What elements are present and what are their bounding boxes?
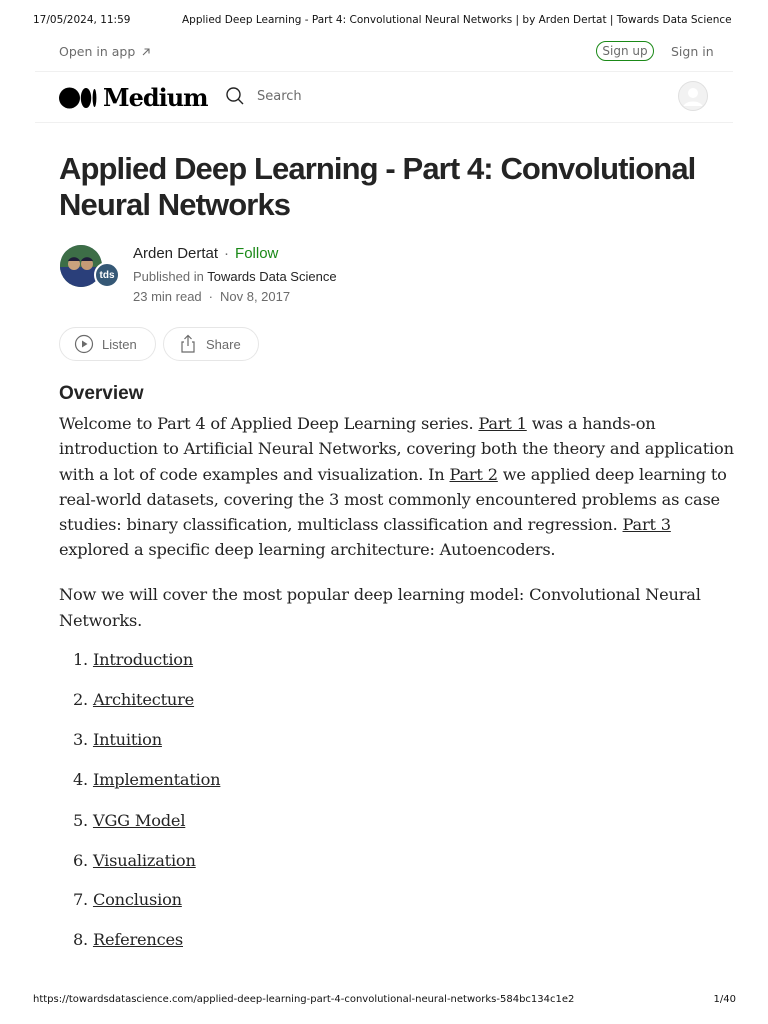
- overview-paragraph: [59, 411, 734, 563]
- para-text: real-world datasets, covering the 3 most commonly encountered problems as case: [59, 489, 720, 509]
- arrow-up-right-icon: [141, 47, 151, 57]
- para-text: we applied deep learning to: [502, 464, 727, 484]
- print-document-title: Applied Deep Learning - Part 4: Convolutional Neural Networks | by Arden Dertat | Towards Data Science: [182, 14, 732, 26]
- publish-date: Nov 8, 2017: [220, 289, 291, 304]
- share-label: Share: [206, 336, 241, 352]
- part-1-link[interactable]: Part 1: [478, 414, 527, 433]
- play-icon: [74, 334, 94, 354]
- separator-dot: ·: [224, 245, 230, 262]
- para-text: Now we will cover the most popular deep learning model: Convolutional Neural: [59, 585, 701, 604]
- toc-link-visualization[interactable]: Visualization: [92, 851, 196, 870]
- sign-in-link[interactable]: Sign in: [671, 44, 714, 59]
- listen-button[interactable]: [59, 327, 156, 361]
- medium-wordmark: Medium: [103, 83, 208, 112]
- publication-line: [133, 269, 337, 284]
- open-in-app-label: Open in app: [59, 44, 136, 59]
- toc-number: 2.: [72, 690, 88, 709]
- para-text: explored a specific deep learning architecture: Autoencoders.: [59, 540, 556, 560]
- search-placeholder: Search: [257, 88, 302, 104]
- toc-item: [59, 650, 193, 674]
- toc-link-references[interactable]: References: [92, 930, 183, 949]
- toc-item: [59, 690, 194, 714]
- toc-link-implementation[interactable]: Implementation: [92, 770, 221, 789]
- para-text: studies: binary classification, multiclass classification and regression.: [59, 515, 618, 535]
- section-heading-overview: Overview: [59, 383, 144, 404]
- part-3-link[interactable]: Part 3: [622, 515, 671, 535]
- read-time: 23 min read: [133, 289, 202, 304]
- medium-logo[interactable]: [59, 83, 208, 112]
- open-in-app-link[interactable]: [59, 44, 151, 59]
- nav-bar: [35, 72, 733, 123]
- listen-label: Listen: [102, 336, 137, 352]
- toc-number: 3.: [72, 730, 88, 749]
- toc-number: 7.: [72, 890, 88, 909]
- toc-item: [59, 890, 182, 914]
- sign-up-button[interactable]: Sign up: [596, 41, 654, 61]
- print-footer: [0, 994, 768, 1010]
- para-text: Welcome to Part 4 of Applied Deep Learning series.: [59, 414, 474, 433]
- user-avatar[interactable]: [678, 81, 708, 111]
- toc-number: 5.: [72, 811, 88, 830]
- article-meta: [133, 289, 290, 304]
- author-name[interactable]: Arden Dertat: [133, 245, 219, 262]
- intro-paragraph: [59, 582, 719, 633]
- publication-link[interactable]: Towards Data Science: [207, 269, 337, 284]
- para-text: introduction to Artificial Neural Networks, covering both the theory and application: [59, 439, 734, 459]
- toc-number: 1.: [72, 650, 88, 669]
- toc-link-conclusion[interactable]: Conclusion: [92, 890, 182, 909]
- medium-logo-icon: [59, 87, 97, 109]
- top-bar: [35, 38, 733, 72]
- follow-button[interactable]: Follow: [235, 245, 279, 262]
- toc-number: 4.: [72, 770, 88, 789]
- toc-link-introduction[interactable]: Introduction: [92, 650, 194, 669]
- toc-number: 8.: [72, 930, 88, 949]
- share-button[interactable]: [163, 327, 259, 361]
- separator-dot: ·: [208, 289, 213, 304]
- para-text: Networks.: [59, 610, 143, 630]
- toc-item: [59, 851, 196, 875]
- print-url: https://towardsdatascience.com/applied-deep-learning-part-4-convolutional-neural-networks-584bc134c1e2: [33, 994, 575, 1005]
- search-box[interactable]: [225, 86, 302, 106]
- toc-item: [59, 770, 220, 794]
- toc-item: [59, 730, 162, 754]
- para-text: with a lot of code examples and visualization. In: [59, 464, 445, 484]
- print-datetime: 17/05/2024, 11:59: [33, 14, 131, 26]
- para-text: was a hands-on: [531, 414, 656, 433]
- default-avatar-icon: [678, 81, 708, 111]
- page-indicator: 1/40: [713, 994, 736, 1005]
- article-title: Applied Deep Learning - Part 4: Convolutional Neural Networks: [59, 151, 696, 222]
- toc-number: 6.: [72, 851, 88, 870]
- toc-link-vgg-model[interactable]: VGG Model: [92, 811, 186, 830]
- toc-item: [59, 930, 183, 954]
- author-line: [133, 245, 278, 262]
- share-icon: [178, 334, 198, 354]
- search-icon: [225, 86, 245, 106]
- publication-badge[interactable]: tds: [94, 262, 120, 288]
- toc-item: [59, 811, 185, 835]
- toc-link-intuition[interactable]: Intuition: [92, 730, 162, 749]
- toc-link-architecture[interactable]: Architecture: [92, 690, 195, 709]
- print-header: [0, 14, 768, 30]
- part-2-link[interactable]: Part 2: [449, 464, 498, 484]
- published-in-label: Published in: [133, 269, 204, 284]
